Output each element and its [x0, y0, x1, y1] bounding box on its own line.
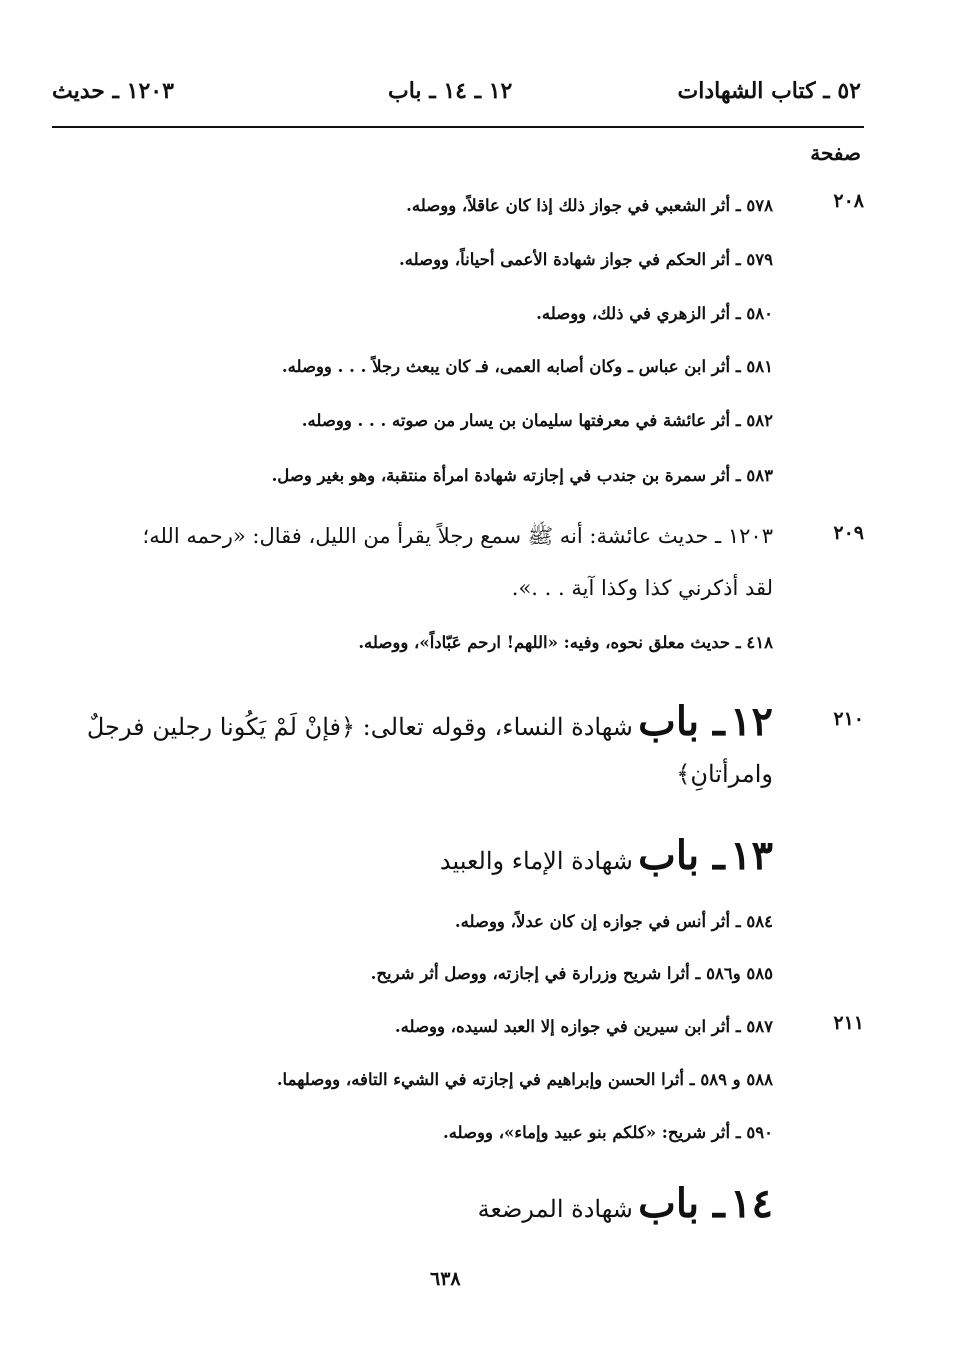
chapter-14-title: شهادة المرضعة: [477, 1195, 633, 1223]
running-header-hadith: ١٢٠٣ ـ حديث: [52, 78, 174, 104]
chapter-12-title: شهادة النساء، وقوله تعالى: ﴿فإنْ لَمْ يَكُونا رجلين فرجلٌ: [86, 713, 633, 741]
page-ref-208: ٢٠٨: [833, 190, 864, 212]
entry-585-586: ٥٨٥ و٥٨٦ ـ أثرا شريح وزرارة في إجازته، ووصل أثر شريح.: [370, 964, 773, 983]
page-ref-211: ٢١١: [833, 1012, 864, 1034]
running-header-chapters: ١٢ ـ ١٤ ـ باب: [388, 78, 513, 104]
page-column-label: صفحة: [810, 141, 861, 165]
entry-587: ٥٨٧ ـ أثر ابن سيرين في جوازه إلا العبد لسيده، ووصله.: [394, 1017, 773, 1036]
chapter-13-title: شهادة الإماء والعبيد: [439, 847, 633, 875]
page-number: ٦٣٨: [430, 1268, 461, 1290]
chapter-13-word: ـ باب: [638, 832, 725, 879]
hadith-1203-line-2: لقد أذكرني كذا وكذا آية . . .».: [511, 576, 773, 600]
chapter-13-heading: [440, 832, 773, 879]
entry-581: ٥٨١ ـ أثر ابن عباس ـ وكان أصابه العمى، فـ كان يبعث رجلاً . . . ووصله.: [281, 357, 773, 376]
chapter-13-number: ١٣: [730, 832, 773, 879]
entry-588-589: ٥٨٨ و ٥٨٩ ـ أثرا الحسن وإبراهيم في إجازته في الشيء التافه، ووصلهما.: [276, 1070, 773, 1089]
hadith-1203-line-1: ١٢٠٣ ـ حديث عائشة: أنه ﷺ سمع رجلاً يقرأ من الليل، فقال: «رحمه الله؛: [142, 524, 773, 548]
entry-584: ٥٨٤ ـ أثر أنس في جوازه إن كان عدلاً، ووصله.: [454, 912, 773, 931]
entry-590: ٥٩٠ ـ أثر شريح: «كلكم بنو عبيد وإماء»، ووصله.: [442, 1123, 773, 1142]
header-rule: [52, 126, 864, 128]
chapter-12-title-line-2: وامرأتانِ﴾: [676, 760, 773, 788]
chapter-12-heading: [87, 698, 773, 745]
running-header-book: ٥٢ ـ كتاب الشهادات: [677, 78, 861, 104]
chapter-14-number: ١٤: [730, 1180, 773, 1227]
page-ref-209: ٢٠٩: [833, 522, 864, 544]
page-ref-210: ٢١٠: [833, 708, 864, 730]
entry-578: ٥٧٨ ـ أثر الشعبي في جواز ذلك إذا كان عاقلاً، ووصله.: [406, 196, 773, 215]
entry-580: ٥٨٠ ـ أثر الزهري في ذلك، ووصله.: [536, 304, 773, 323]
entry-582: ٥٨٢ ـ أثر عائشة في معرفتها سليمان بن يسار من صوته . . . ووصله.: [301, 411, 773, 430]
entry-579: ٥٧٩ ـ أثر الحكم في جواز شهادة الأعمى أحياناً، ووصله.: [399, 250, 773, 269]
chapter-12-word: ـ باب: [638, 698, 725, 745]
entry-583: ٥٨٣ ـ أثر سمرة بن جندب في إجازته شهادة امرأة منتقبة، وهو بغير وصل.: [271, 466, 773, 485]
chapter-14-heading: [478, 1180, 773, 1227]
hadith-418-note: ٤١٨ ـ حديث معلق نحوه، وفيه: «اللهم! ارحم عَبّاداً»، ووصله.: [358, 633, 773, 652]
chapter-12-number: ١٢: [730, 698, 773, 745]
chapter-14-word: ـ باب: [638, 1180, 725, 1227]
